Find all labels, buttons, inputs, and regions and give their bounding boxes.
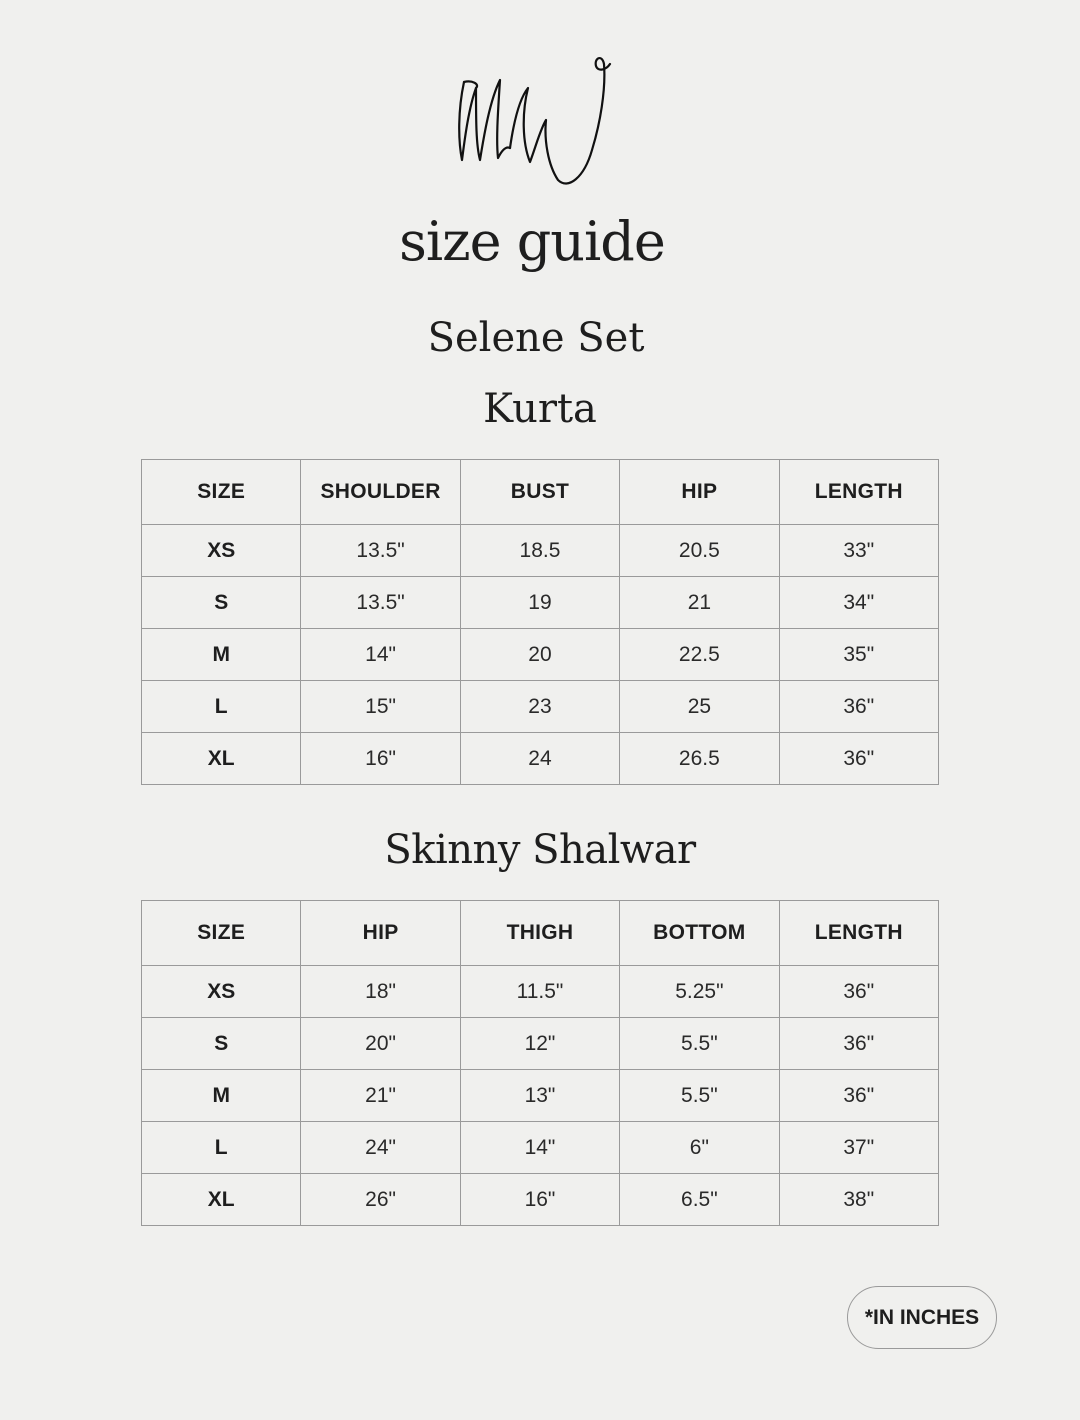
table-cell: 18" [301, 966, 460, 1018]
header-hip: HIP [301, 901, 460, 966]
header-length: LENGTH [779, 460, 938, 525]
shalwar-table-title: Skinny Shalwar [384, 827, 696, 873]
table-cell: 20.5 [620, 525, 779, 577]
table-cell: 16" [460, 1174, 619, 1226]
table-cell: 22.5 [620, 629, 779, 681]
table-header-row [142, 901, 939, 966]
size-cell: L [142, 681, 301, 733]
table-cell: 19 [460, 577, 619, 629]
table-cell: 26.5 [620, 733, 779, 785]
size-cell: XS [142, 966, 301, 1018]
header-size: SIZE [142, 901, 301, 966]
table-row [142, 1018, 939, 1070]
table-cell: 25 [620, 681, 779, 733]
table-cell: 13" [460, 1070, 619, 1122]
header-size: SIZE [142, 460, 301, 525]
size-cell: L [142, 1122, 301, 1174]
table-cell: 5.5" [620, 1018, 779, 1070]
table-cell: 5.25" [620, 966, 779, 1018]
table-cell: 20 [460, 629, 619, 681]
header-bottom: BOTTOM [620, 901, 779, 966]
table-cell: 37" [779, 1122, 938, 1174]
table-cell: 13.5" [301, 525, 460, 577]
product-set-name: Selene Set [427, 315, 645, 361]
brand-logo [450, 50, 620, 190]
header-hip: HIP [620, 460, 779, 525]
table-cell: 15" [301, 681, 460, 733]
table-cell: 33" [779, 525, 938, 577]
table-cell: 36" [779, 1018, 938, 1070]
unit-badge: *IN INCHES [847, 1286, 997, 1349]
table-row [142, 629, 939, 681]
table-cell: 14" [301, 629, 460, 681]
table-row [142, 1070, 939, 1122]
kurta-size-table [141, 459, 939, 785]
table-cell: 20" [301, 1018, 460, 1070]
header-shoulder: SHOULDER [301, 460, 460, 525]
table-cell: 21" [301, 1070, 460, 1122]
table-cell: 13.5" [301, 577, 460, 629]
table-row [142, 1174, 939, 1226]
table-cell: 36" [779, 966, 938, 1018]
table-cell: 34" [779, 577, 938, 629]
table-cell: 36" [779, 681, 938, 733]
table-row [142, 577, 939, 629]
table-cell: 16" [301, 733, 460, 785]
table-cell: 38" [779, 1174, 938, 1226]
size-cell: XL [142, 733, 301, 785]
table-row [142, 1122, 939, 1174]
table-cell: 24 [460, 733, 619, 785]
header-thigh: THIGH [460, 901, 619, 966]
header-bust: BUST [460, 460, 619, 525]
size-cell: S [142, 577, 301, 629]
size-cell: XL [142, 1174, 301, 1226]
table-header-row [142, 460, 939, 525]
size-cell: M [142, 1070, 301, 1122]
table-cell: 35" [779, 629, 938, 681]
table-cell: 23 [460, 681, 619, 733]
table-row [142, 966, 939, 1018]
size-cell: M [142, 629, 301, 681]
kurta-table-title: Kurta [483, 386, 597, 432]
table-cell: 12" [460, 1018, 619, 1070]
table-cell: 36" [779, 733, 938, 785]
table-row [142, 733, 939, 785]
size-cell: S [142, 1018, 301, 1070]
table-cell: 26" [301, 1174, 460, 1226]
table-cell: 24" [301, 1122, 460, 1174]
table-row [142, 681, 939, 733]
shalwar-size-table [141, 900, 939, 1226]
table-cell: 14" [460, 1122, 619, 1174]
table-row [142, 525, 939, 577]
table-cell: 6.5" [620, 1174, 779, 1226]
table-cell: 6" [620, 1122, 779, 1174]
header-length: LENGTH [779, 901, 938, 966]
table-cell: 11.5" [460, 966, 619, 1018]
table-cell: 18.5 [460, 525, 619, 577]
page-title: size guide [399, 210, 665, 273]
table-cell: 21 [620, 577, 779, 629]
size-cell: XS [142, 525, 301, 577]
table-cell: 36" [779, 1070, 938, 1122]
table-cell: 5.5" [620, 1070, 779, 1122]
